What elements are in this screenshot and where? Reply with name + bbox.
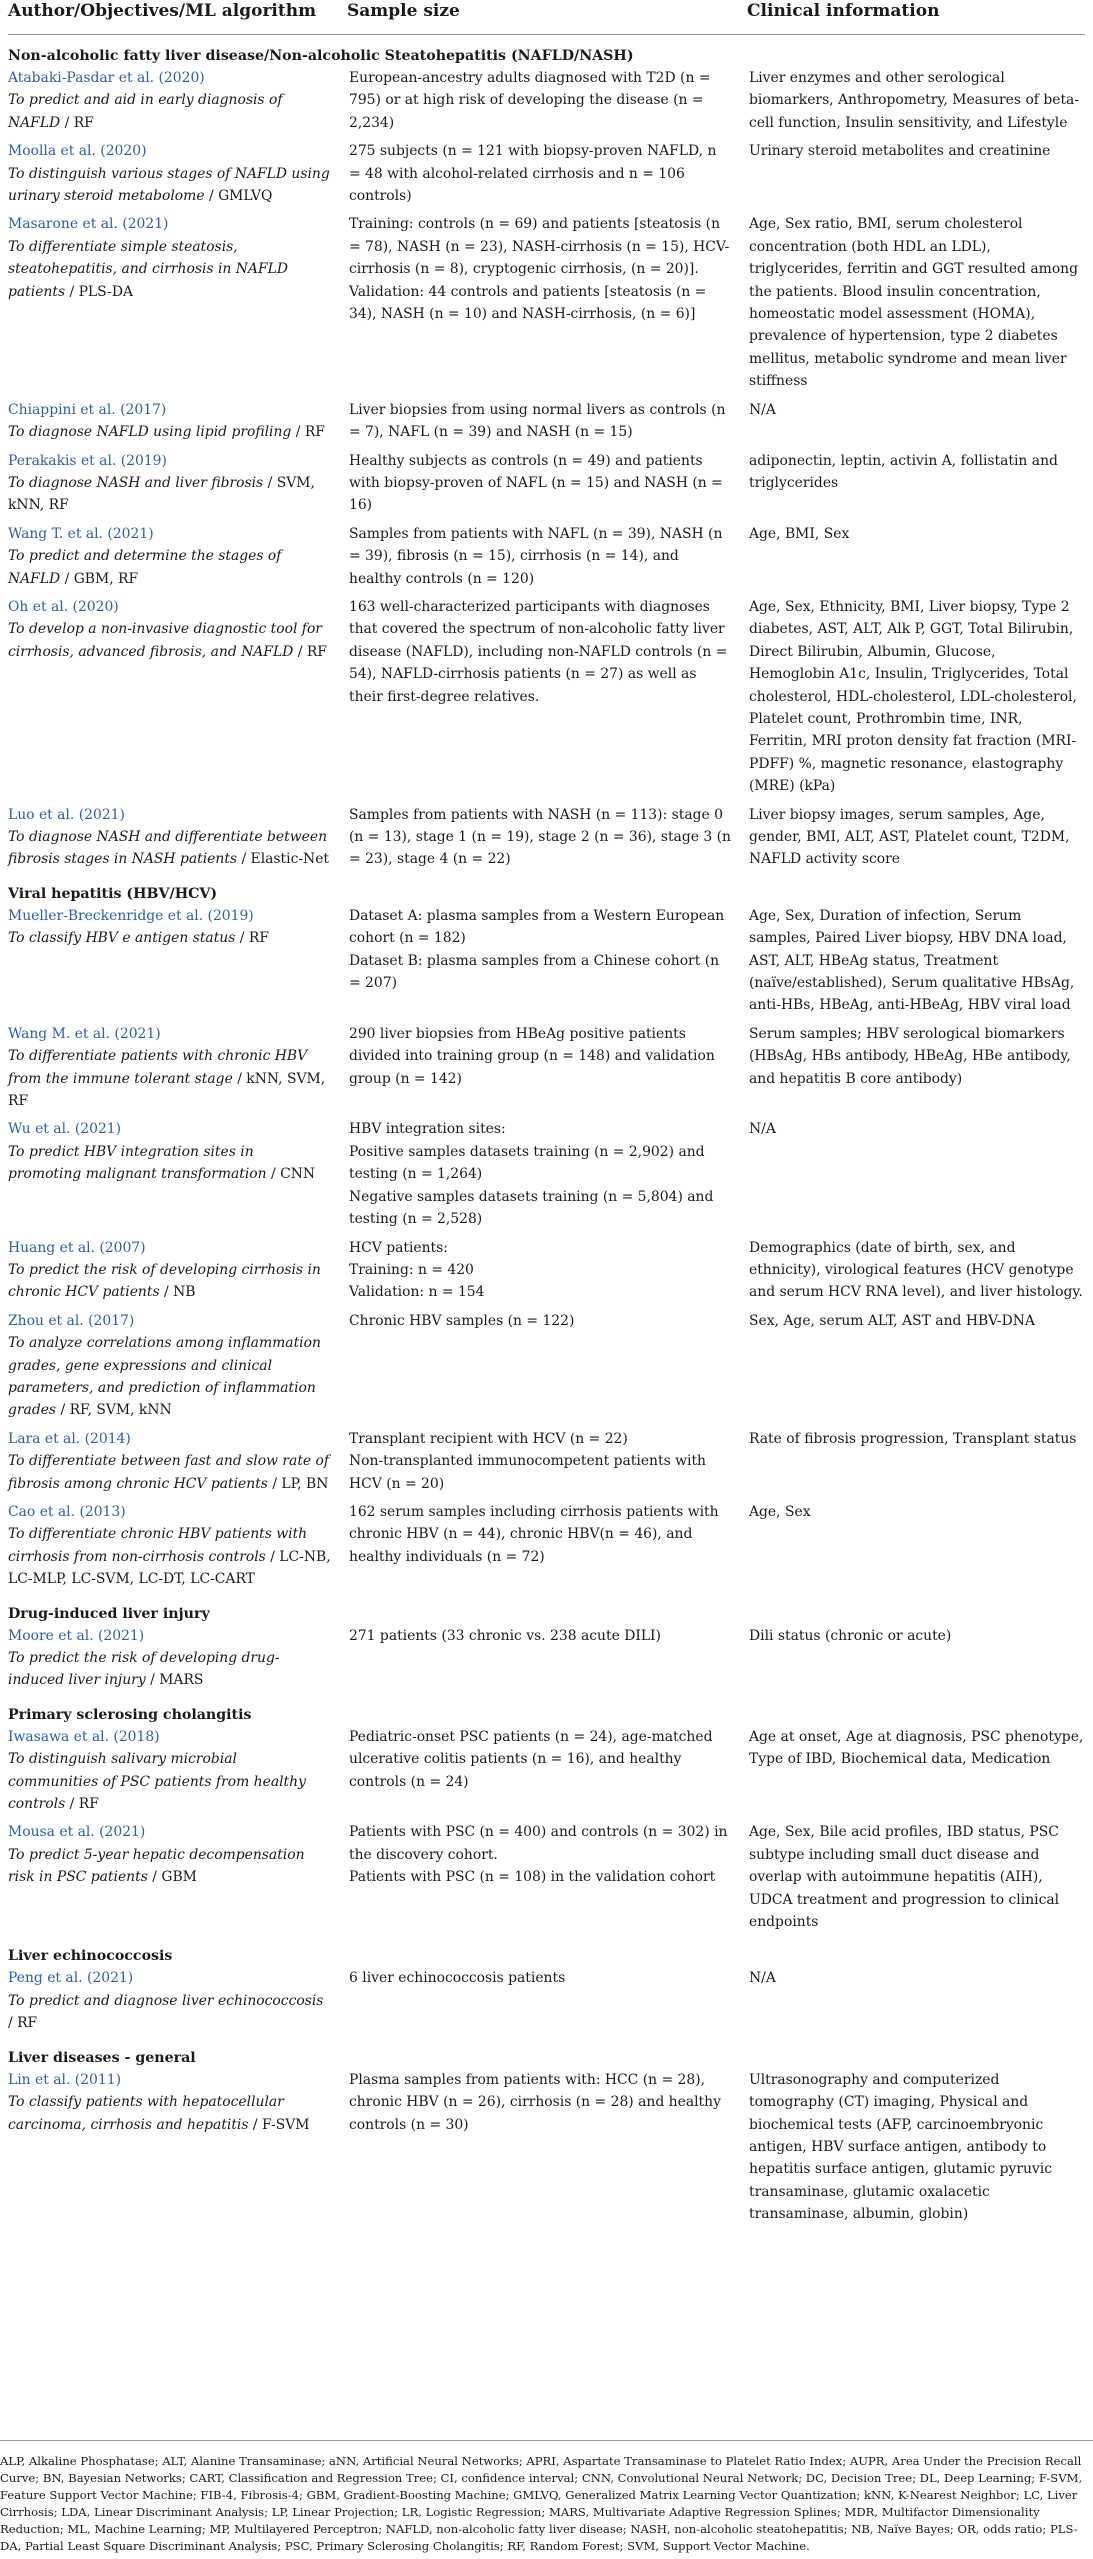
table-row xyxy=(8,1726,1085,1822)
ml-algorithm: / RF xyxy=(8,2015,38,2032)
section-row xyxy=(8,2041,1085,2069)
sample-line: Samples from patients with NAFL (n = 39), NASH (n = 39), fibrosis (n = 15), cirrhosis (n = 14), and healthy controls (n = 120) xyxy=(349,525,723,587)
objective-text xyxy=(8,1526,331,1587)
author-citation-link[interactable]: Atabaki-Pasdar et al. (2020) xyxy=(8,70,205,86)
objective-text xyxy=(8,166,330,204)
sample-line: Dataset B: plasma samples from a Chinese cohort (n = 207) xyxy=(349,952,720,992)
clinical-info-cell: Age, BMI, Sex xyxy=(749,525,850,542)
author-cell xyxy=(8,1310,341,1428)
table-row xyxy=(8,905,1085,1023)
section-title: Viral hepatitis (HBV/HCV) xyxy=(8,885,218,902)
sample-line: Samples from patients with NASH (n = 113): stage 0 (n = 13), stage 1 (n = 19), stage 2 (n = 36), stage 3 (n = 23), stage 4 (n = 22) xyxy=(349,806,731,868)
author-citation-link[interactable]: Wang T. et al. (2021) xyxy=(8,525,154,542)
ml-algorithm: / GMLVQ xyxy=(204,188,273,205)
sample-size-cell xyxy=(341,213,741,398)
author-cell xyxy=(8,1967,341,2040)
objective-text xyxy=(8,475,315,513)
sample-line: Liver biopsies from using normal livers as controls (n = 7), NAFL (n = 39) and NASH (n = 15) xyxy=(349,401,726,441)
ml-algorithm: / RF xyxy=(235,930,269,947)
table-body xyxy=(8,35,1085,2232)
objective-text xyxy=(8,1262,321,1300)
ml-algorithm: / SVM, kNN, RF xyxy=(8,474,315,514)
objective: To classify HBV e antigen status xyxy=(8,930,236,947)
clinical-info-cell: Liver enzymes and other serological biomarkers, Anthropometry, Measures of beta-cell function, Insulin sensitivity, and Lifestyle xyxy=(749,70,1080,131)
sample-line: Non-transplanted immunocompetent patients with HCV (n = 20) xyxy=(349,1453,706,1492)
author-citation-link[interactable]: Wu et al. (2021) xyxy=(8,1121,122,1138)
section-title: Liver echinococcosis xyxy=(8,1948,173,1965)
table-row xyxy=(8,67,1085,140)
objective: To classify patients with hepatocellular carcinoma, cirrhosis and hepatitis xyxy=(8,2094,284,2133)
sample-size-cell xyxy=(341,140,741,213)
clinical-info-cell: Age, Sex ratio, BMI, serum cholesterol concentration (both HDL an LDL), triglycerides, ferritin and GGT resulted among the patients. Blood insulin concentration, homeostatic model assessment (HOMA), prevalence of hypertension, type 2 diabetes mellitus, metabolic syndrome and mean liver stiffness xyxy=(749,216,1079,390)
author-citation-link[interactable]: Zhou et al. (2017) xyxy=(8,1312,135,1329)
section-row xyxy=(8,1698,1085,1726)
table-row xyxy=(8,1023,1085,1119)
section-title: Liver diseases - general xyxy=(8,2049,196,2066)
sample-line: Patients with PSC (n = 400) and controls (n = 302) in the discovery cohort. xyxy=(349,1824,728,1863)
sample-line: Patients with PSC (n = 108) in the validation cohort xyxy=(349,1869,716,1886)
sample-line: 275 subjects (n = 121 with biopsy-proven NAFLD, n = 48 with alcohol-related cirrhosis and n = 106 controls) xyxy=(349,143,717,205)
clinical-info-cell: Age, Sex xyxy=(749,1503,811,1520)
objective-text xyxy=(8,1048,325,1109)
author-cell xyxy=(8,905,341,1023)
clinical-info-cell: Age, Sex, Ethnicity, BMI, Liver biopsy, Type 2 diabetes, AST, ALT, Alk P, GGT, Total Bilirubin, Direct Bilirubin, Albumin, Glucose, Hemoglobin A1c, Insulin, Triglycerides, Total cholesterol, HDL-cholesterol, LDL-cholesterol, Platelet count, Prothrombin time, INR, Ferritin, MRI proton density fat fraction (MRI-PDFF) %, magnetic resonance, elastography (MRE) (kPa) xyxy=(749,598,1077,795)
objective-text xyxy=(8,621,327,659)
author-citation-link[interactable]: Oh et al. (2020) xyxy=(8,598,119,615)
table-row xyxy=(8,596,1085,804)
objective-text xyxy=(8,1650,280,1688)
section-row xyxy=(8,35,1085,68)
ml-algorithm: / LC-NB, LC-MLP, LC-SVM, LC-DT, LC-CART xyxy=(8,1548,331,1588)
author-cell xyxy=(8,1237,341,1310)
table-row xyxy=(8,140,1085,213)
objective-text xyxy=(8,548,281,586)
sample-line: Training: controls (n = 69) and patients [steatosis (n = 78), NASH (n = 23), NASH-cirrhosis (n = 15), HCV-cirrhosis (n = 8), cryptogenic cirrhosis, (n = 20)]. xyxy=(349,216,730,278)
sample-line: Negative samples datasets training (n = 5,804) and testing (n = 2,528) xyxy=(349,1188,714,1228)
author-cell xyxy=(8,596,341,804)
sample-size-cell xyxy=(341,2069,741,2232)
table-row xyxy=(8,1118,1085,1236)
author-citation-link[interactable]: Moore et al. (2021) xyxy=(8,1627,145,1644)
ml-algorithm: / Elastic-Net xyxy=(237,851,330,868)
clinical-info-cell: N/A xyxy=(749,1121,776,1138)
author-citation-link[interactable]: Chiappini et al. (2017) xyxy=(8,401,167,418)
objective-text xyxy=(8,1335,321,1418)
ml-algorithm: / GBM xyxy=(147,1869,197,1886)
table-row xyxy=(8,804,1085,877)
clinical-info-cell: N/A xyxy=(749,401,776,418)
table-row xyxy=(8,1967,1085,2040)
objective-text xyxy=(8,1847,305,1885)
table-row xyxy=(8,1310,1085,1428)
author-citation-link[interactable]: Moolla et al. (2020) xyxy=(8,143,147,160)
objective: To distinguish salivary microbial communities of PSC patients from healthy controls xyxy=(8,1751,306,1813)
objective-text xyxy=(8,1144,315,1182)
sample-size-cell xyxy=(341,1023,741,1119)
sample-line: Validation: n = 154 xyxy=(349,1284,485,1301)
clinical-info-cell: Sex, Age, serum ALT, AST and HBV-DNA xyxy=(749,1312,1035,1329)
sample-size-cell xyxy=(341,450,741,523)
sample-line: 6 liver echinococcosis patients xyxy=(349,1970,566,1987)
author-cell xyxy=(8,1821,341,1939)
sample-line: HBV integration sites: xyxy=(349,1121,506,1138)
author-citation-link[interactable]: Perakakis et al. (2019) xyxy=(8,452,167,469)
header-author: Author/Objectives/ML algorithm xyxy=(8,0,341,35)
author-cell xyxy=(8,399,341,450)
author-cell xyxy=(8,450,341,523)
author-citation-link[interactable]: Iwasawa et al. (2018) xyxy=(8,1728,160,1745)
sample-size-cell xyxy=(341,1501,741,1597)
author-cell xyxy=(8,1023,341,1119)
sample-line: Healthy subjects as controls (n = 49) and patients with biopsy-proven of NAFL (n = 15) and NASH (n = 16) xyxy=(349,452,723,514)
sample-line: Positive samples datasets training (n = 2,902) and testing (n = 1,264) xyxy=(349,1143,705,1183)
author-citation-link[interactable]: Peng et al. (2021) xyxy=(8,1970,134,1987)
author-cell xyxy=(8,67,341,140)
objective: To predict and diagnose liver echinococcosis xyxy=(8,1992,324,2009)
clinical-info-cell: Age, Sex, Bile acid profiles, IBD status, PSC subtype including small duct disease and overlap with autoimmune hepatitis (AIH), UDCA treatment and progression to clinical endpoints xyxy=(749,1824,1060,1931)
section-title: Primary sclerosing cholangitis xyxy=(8,1706,252,1723)
objective-text xyxy=(8,2094,310,2132)
sample-size-cell xyxy=(341,804,741,877)
author-citation-link[interactable]: Luo et al. (2021) xyxy=(8,806,125,823)
sample-size-cell xyxy=(341,596,741,804)
objective: To differentiate simple steatosis, steatohepatitis, and cirrhosis in NAFLD patients xyxy=(8,238,288,300)
clinical-info-cell: Demographics (date of birth, sex, and ethnicity), virological features (HCV genotype and serum HCV RNA level), and liver histology. xyxy=(749,1239,1083,1301)
author-citation-link[interactable]: Mousa et al. (2021) xyxy=(8,1824,146,1841)
sample-line: HCV patients: xyxy=(349,1239,448,1256)
ml-algorithm: / NB xyxy=(159,1284,196,1301)
author-citation-link[interactable]: Lin et al. (2011) xyxy=(8,2071,121,2088)
author-cell xyxy=(8,1625,341,1698)
section-row xyxy=(8,1939,1085,1967)
clinical-info-cell: adiponectin, leptin, activin A, follistatin and triglycerides xyxy=(749,452,1058,491)
section-title: Drug-induced liver injury xyxy=(8,1605,210,1622)
objective: To distinguish various stages of NAFLD using urinary steroid metabolome xyxy=(8,165,330,205)
section-row xyxy=(8,877,1085,905)
clinical-info-cell: N/A xyxy=(749,1970,776,1987)
sample-line: Validation: 44 controls and patients [steatosis (n = 34), NASH (n = 10) and NASH-cirrhosis, (n = 6)] xyxy=(349,283,707,323)
objective: To predict and determine the stages of NAFLD xyxy=(8,548,282,587)
sample-size-cell xyxy=(341,1625,741,1698)
sample-size-cell xyxy=(341,1967,741,2040)
table-row xyxy=(8,450,1085,523)
objective: To predict and aid in early diagnosis of NAFLD xyxy=(8,92,283,131)
objective: To analyze correlations among inflammation grades, gene expressions and clinical parameters, and prediction of inflammation grades xyxy=(8,1335,321,1419)
ml-algorithm: / PLS-DA xyxy=(65,283,134,300)
author-citation-link[interactable]: Masarone et al. (2021) xyxy=(8,216,169,233)
clinical-info-cell: Dili status (chronic or acute) xyxy=(749,1627,952,1644)
table-row xyxy=(8,399,1085,450)
section-row xyxy=(8,1597,1085,1625)
sample-size-cell xyxy=(341,1237,741,1310)
objective: To predict HBV integration sites in promoting malignant transformation xyxy=(8,1143,267,1183)
clinical-info-cell: Age at onset, Age at diagnosis, PSC phenotype, Type of IBD, Biochemical data, Medication xyxy=(749,1728,1084,1768)
sample-line: 290 liver biopsies from HBeAg positive patients divided into training group (n = 148) and validation group (n = 142) xyxy=(349,1025,715,1087)
sample-line: Plasma samples from patients with: HCC (n = 28), chronic HBV (n = 26), cirrhosis (n = 28) and healthy controls (n = 30) xyxy=(349,2071,721,2133)
ml-algorithm: / RF xyxy=(293,643,327,660)
objective: To differentiate between fast and slow rate of fibrosis among chronic HCV patients xyxy=(8,1453,330,1492)
sample-line: Pediatric-onset PSC patients (n = 24), age-matched ulcerative colitis patients (n = 16), and healthy controls (n = 24) xyxy=(349,1728,713,1790)
objective: To predict 5-year hepatic decompensation risk in PSC patients xyxy=(8,1846,305,1886)
objective: To diagnose NAFLD using lipid profiling xyxy=(8,424,292,441)
objective: To predict the risk of developing cirrhosis in chronic HCV patients xyxy=(8,1261,321,1301)
objective: To predict the risk of developing drug-induced liver injury xyxy=(8,1650,280,1689)
sample-size-cell xyxy=(341,1310,741,1428)
ml-algorithm: / kNN, SVM, RF xyxy=(8,1070,326,1110)
author-cell xyxy=(8,1428,341,1501)
sample-size-cell xyxy=(341,1821,741,1939)
author-cell xyxy=(8,804,341,877)
objective-text xyxy=(8,829,329,867)
objective-text xyxy=(8,239,288,300)
author-cell xyxy=(8,213,341,398)
objective-text xyxy=(8,930,269,946)
sample-size-cell xyxy=(341,905,741,1023)
sample-line: Transplant recipient with HCV (n = 22) xyxy=(349,1430,628,1447)
header-sample-size: Sample size xyxy=(341,0,741,35)
clinical-info-cell: Age, Sex, Duration of infection, Serum samples, Paired Liver biopsy, HBV DNA load, AST, ALT, HBeAg status, Treatment (naïve/established), Serum qualitative HBsAg, anti-HBs, HBeAg, anti-HBeAg, HBV viral load xyxy=(749,907,1075,1014)
sample-line: European-ancestry adults diagnosed with T2D (n = 795) or at high risk of developing the disease (n = 2,234) xyxy=(349,70,711,131)
ml-algorithm: / GBM, RF xyxy=(60,570,139,587)
sample-size-cell xyxy=(341,67,741,140)
objective: To differentiate chronic HBV patients with cirrhosis from non-cirrhosis controls xyxy=(8,1526,308,1565)
sample-line: 163 well-characterized participants with diagnoses that covered the spectrum of non-alcoholic fatty liver disease (NAFLD), including non-NAFLD controls (n = 54), NAFLD-cirrhosis patients (n = 27) as well as their first-degree relatives. xyxy=(349,598,728,705)
sample-size-cell xyxy=(341,399,741,450)
author-citation-link[interactable]: Mueller-Breckenridge et al. (2019) xyxy=(8,907,254,924)
ml-algorithm: / LP, BN xyxy=(267,1475,329,1492)
table-row xyxy=(8,213,1085,398)
table-row xyxy=(8,1428,1085,1501)
table-row xyxy=(8,1237,1085,1310)
clinical-info-cell: Ultrasonography and computerized tomography (CT) imaging, Physical and biochemical tests (AFP, carcinoembryonic antigen, HBV surface antigen, antibody to hepatitis surface antigen, glutamic pyruvic transaminase, glutamic oxalacetic transaminase, albumin, globin) xyxy=(749,2071,1052,2223)
clinical-info-cell: Urinary steroid metabolites and creatinine xyxy=(749,143,1051,160)
table-footnote: ALP, Alkaline Phosphatase; ALT, Alanine Transaminase; aNN, Artificial Neural Networks; APRI, Aspartate Transaminase to Platelet Ratio Index; AUPR, Area Under the Precision Recall Curve; BN, Bayesian Networks; CART, Classification and Regression Tree; CI, confidence interval; CNN, Convolutional Neural Network; DC, Decision Tree; DL, Deep Learning; F-SVM, Feature Support Vector Machine; FIB-4, Fibrosis-4; GBM, Gradient-Boosting Machine; GMLVQ, Generalized Matrix Learning Vector Quantization; kNN, K-Nearest Neighbor; LC, Liver Cirrhosis; LDA, Linear Discriminant Analysis; LP, Linear Projection; LR, Logistic Regression; MARS, Multivariate Adaptive Regression Splines; MDR, Multifactor Dimensionality Reduction; ML, Machine Learning; MP, Multilayered Perceptron; NAFLD, non-alcoholic fatty liver disease; NASH, non-alcoholic steatohepatitis; NB, Naïve Bayes; OR, odds ratio; PLS-DA, Partial Least Square Discriminant Analysis; PSC, Primary Sclerosing Cholangitis; RF, Random Forest; SVM, Support Vector Machine. xyxy=(0,2440,1093,2555)
sample-line: 162 serum samples including cirrhosis patients with chronic HBV (n = 44), chronic HBV(n = 46), and healthy individuals (n = 72) xyxy=(349,1503,719,1565)
table-row xyxy=(8,1501,1085,1597)
author-citation-link[interactable]: Cao et al. (2013) xyxy=(8,1503,126,1520)
objective: To differentiate patients with chronic HBV from the immune tolerant stage xyxy=(8,1048,308,1087)
sample-line: Dataset A: plasma samples from a Western European cohort (n = 182) xyxy=(349,907,725,947)
author-cell xyxy=(8,1501,341,1597)
ml-algorithm: / CNN xyxy=(266,1166,316,1183)
author-cell xyxy=(8,140,341,213)
ml-algorithm: / F-SVM xyxy=(248,2116,310,2133)
ml-algorithm: / RF, SVM, kNN xyxy=(56,1402,172,1419)
sample-line: Chronic HBV samples (n = 122) xyxy=(349,1312,575,1329)
sample-line: Training: n = 420 xyxy=(349,1261,474,1278)
author-cell xyxy=(8,2069,341,2232)
objective-text xyxy=(8,1751,306,1812)
author-citation-link[interactable]: Huang et al. (2007) xyxy=(8,1239,146,1256)
objective-text xyxy=(8,424,325,440)
table-row xyxy=(8,523,1085,596)
clinical-info-cell: Rate of fibrosis progression, Transplant status xyxy=(749,1430,1077,1447)
ml-algorithm: / RF xyxy=(291,424,325,441)
objective: To diagnose NASH and differentiate between fibrosis stages in NASH patients xyxy=(8,829,328,868)
objective-text xyxy=(8,1453,329,1491)
table-header xyxy=(8,0,1085,35)
sample-size-cell xyxy=(341,1118,741,1236)
sample-line: 271 patients (33 chronic vs. 238 acute DILI) xyxy=(349,1627,661,1644)
ml-algorithm: / RF xyxy=(65,1796,99,1813)
ml-algorithm: / RF xyxy=(60,114,94,131)
table-row xyxy=(8,2069,1085,2232)
author-citation-link[interactable]: Lara et al. (2014) xyxy=(8,1430,131,1447)
author-cell xyxy=(8,1726,341,1822)
clinical-info-cell: Serum samples; HBV serological biomarkers (HBsAg, HBs antibody, HBeAg, HBe antibody, and hepatitis B core antibody) xyxy=(749,1025,1071,1087)
ml-algorithm: / MARS xyxy=(145,1672,204,1689)
table-row xyxy=(8,1821,1085,1939)
section-title: Non-alcoholic fatty liver disease/Non-alcoholic Steatohepatitis (NAFLD/NASH) xyxy=(8,48,634,64)
sample-size-cell xyxy=(341,1428,741,1501)
header-clinical-info: Clinical information xyxy=(741,0,1085,35)
author-cell xyxy=(8,523,341,596)
objective: To diagnose NASH and liver fibrosis xyxy=(8,474,264,491)
author-citation-link[interactable]: Wang M. et al. (2021) xyxy=(8,1025,161,1042)
table-row xyxy=(8,1625,1085,1698)
objective-text xyxy=(8,92,282,130)
author-cell xyxy=(8,1118,341,1236)
sample-size-cell xyxy=(341,523,741,596)
objective: To develop a non-invasive diagnostic tool for cirrhosis, advanced fibrosis, and NAFLD xyxy=(8,621,322,660)
objective-text xyxy=(8,1993,323,2031)
clinical-info-cell: Liver biopsy images, serum samples, Age, gender, BMI, ALT, AST, Platelet count, T2DM, NAFLD activity score xyxy=(749,806,1070,868)
sample-size-cell xyxy=(341,1726,741,1822)
ml-studies-table xyxy=(8,0,1085,2232)
